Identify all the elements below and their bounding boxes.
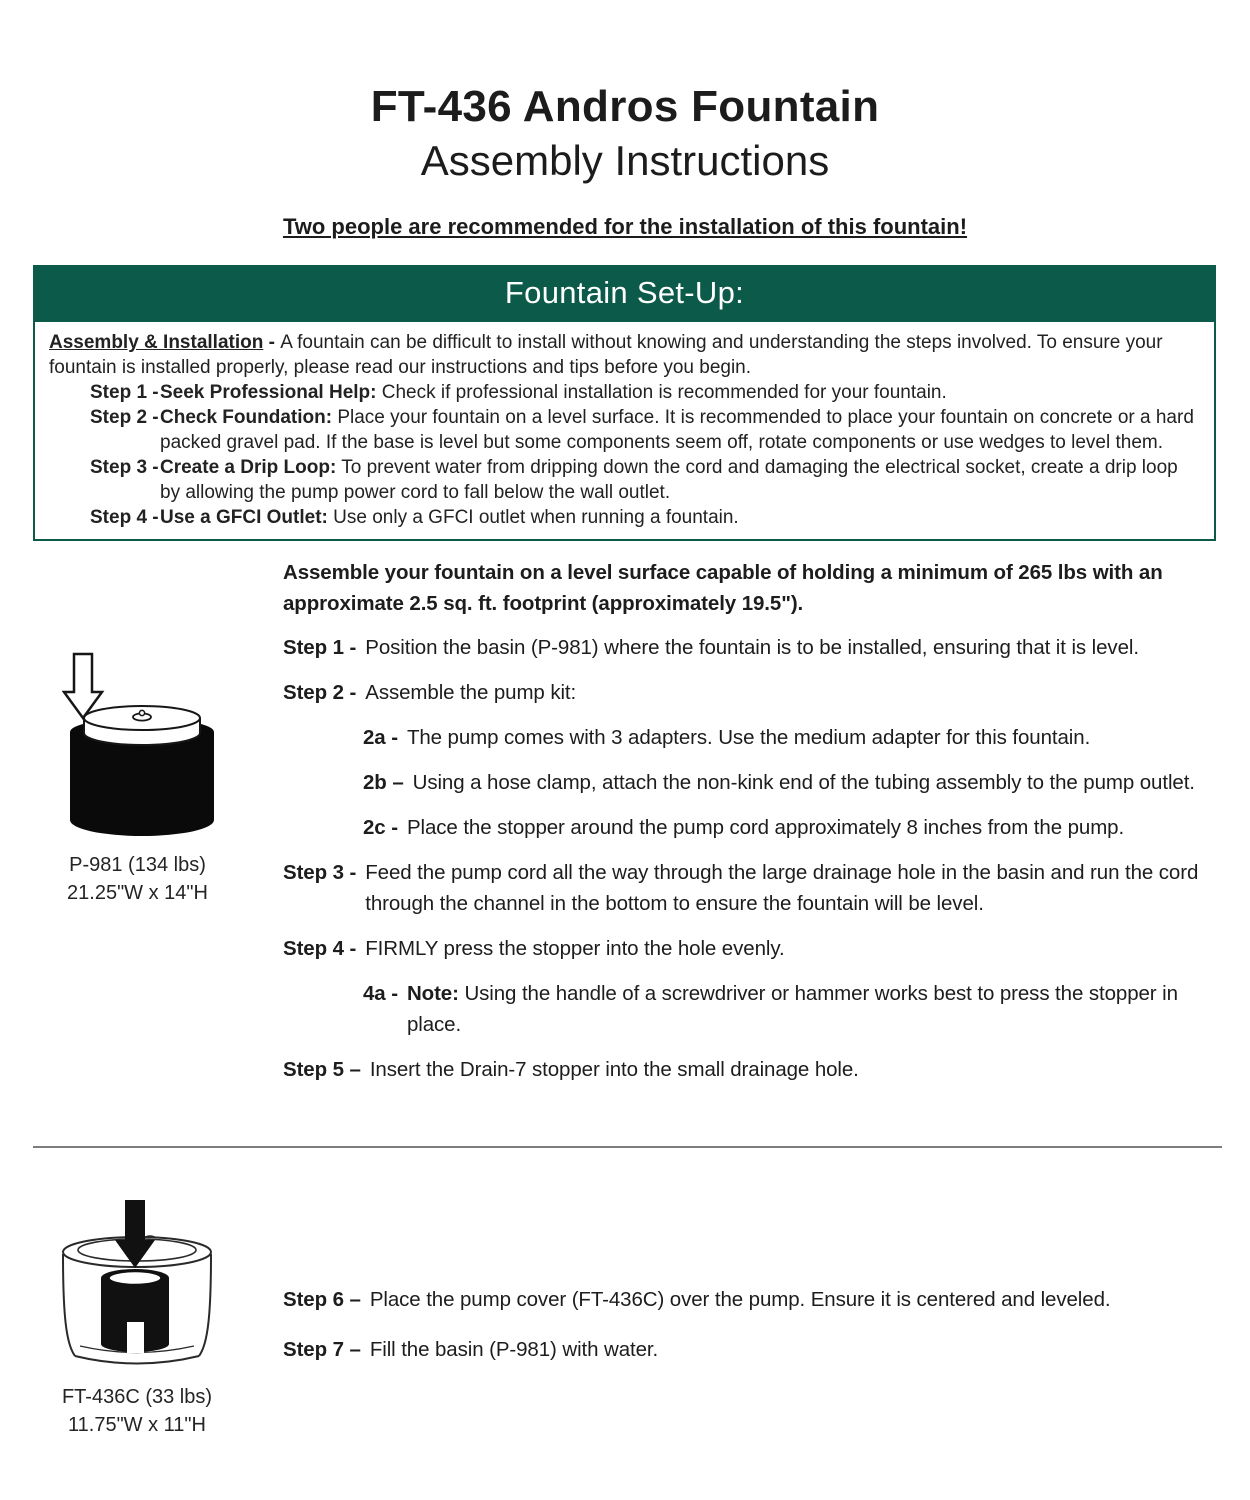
setup-box-body [35, 322, 1214, 539]
setup-step-1-lead: Seek Professional Help: [160, 382, 377, 403]
assembly-intro: Assemble your fountain on a level surface capable of holding a minimum of 265 lbs with an approximate 2.5 sq. ft. footprint (approximately 19.5"). [283, 561, 1163, 615]
pump-cover-illustration [57, 1196, 217, 1374]
pump-cover-caption-line2: 11.75"W x 11"H [68, 1414, 206, 1436]
assembly-step-3-label: Step 3 - [283, 861, 357, 884]
pump-cover-caption [48, 1383, 226, 1439]
basin-caption-line1: P-981 (134 lbs) [69, 854, 206, 876]
assembly-step-7-text: Fill the basin (P-981) with water. [369, 1338, 659, 1361]
setup-step-3-text: To prevent water from dripping down the cord and damaging the electrical socket, create a drip loop by allowing the pump power cord to fall below the wall outlet. [160, 457, 1178, 503]
assembly-step-4-text: FIRMLY press the stopper into the hole evenly. [365, 937, 785, 960]
setup-step-1-text: Check if professional installation is recommended for your fountain. [381, 382, 947, 403]
setup-intro-text: A fountain can be difficult to install without knowing and understanding the steps involved. To ensure your fountain is installed properly, please read our instructions and tips before you begin. [49, 332, 1163, 378]
page-title: FT-436 Andros Fountain [370, 82, 880, 131]
setup-step-1-label: Step 1 - [90, 382, 159, 403]
page-subtitle: Assembly Instructions [420, 137, 830, 184]
section-divider [33, 1146, 1222, 1148]
setup-step-2-label: Step 2 - [90, 407, 159, 428]
assembly-step-5-label: Step 5 – [283, 1058, 361, 1081]
basin-caption [50, 851, 225, 907]
setup-step-3 [90, 455, 1198, 505]
setup-step-3-label: Step 3 - [90, 457, 159, 478]
assembly-step-5 [283, 1054, 1208, 1085]
assembly-step-1-text: Position the basin (P-981) where the fountain is to be installed, ensuring that it is level. [365, 636, 1139, 659]
assembly-step-1 [283, 632, 1208, 663]
final-steps [283, 1284, 1208, 1365]
assembly-step-2 [283, 677, 1208, 708]
pump-cover-caption-line1: FT-436C (33 lbs) [61, 1386, 213, 1408]
setup-box-title: Fountain Set-Up: [35, 267, 1214, 322]
assembly-step-6-text: Place the pump cover (FT-436C) over the pump. Ensure it is centered and leveled. [369, 1288, 1111, 1311]
assembly-step-2c-text: Place the stopper around the pump cord approximately 8 inches from the pump. [406, 816, 1125, 839]
figure-pump-cover [48, 1196, 226, 1439]
assembly-step-6-label: Step 6 – [283, 1288, 361, 1311]
assembly-step-2a [363, 722, 1208, 753]
assembly-step-4 [283, 933, 1208, 964]
assembly-step-2c-label: 2c - [363, 816, 398, 839]
assembly-step-4a [363, 978, 1208, 1040]
setup-step-2-text: Place your fountain on a level surface. It is recommended to place your fountain on concrete or a hard packed gravel pad. If the base is level but some components seem off, rotate components or use wedges to level them. [160, 407, 1194, 453]
installation-note: Two people are recommended for the installation of this fountain! [282, 214, 968, 239]
assembly-step-2b-label: 2b – [363, 771, 404, 794]
assembly-step-7 [283, 1334, 1208, 1365]
assembly-step-2-label: Step 2 - [283, 681, 357, 704]
setup-intro [49, 330, 1198, 380]
document-header [0, 0, 1250, 240]
figure-basin [50, 652, 225, 907]
assembly-step-4-label: Step 4 - [283, 937, 357, 960]
assembly-step-2b [363, 767, 1208, 798]
basin-caption-line2: 21.25"W x 14"H [67, 882, 208, 904]
assembly-step-3 [283, 857, 1208, 919]
assembly-step-3-text: Feed the pump cord all the way through the large drainage hole in the basin and run the cord through the channel in the bottom to ensure the fountain will be level. [365, 861, 1199, 915]
down-arrow-outline-icon [64, 654, 102, 718]
fountain-setup-box [33, 265, 1216, 541]
assembly-step-5-text: Insert the Drain-7 stopper into the small drainage hole. [369, 1058, 859, 1081]
assembly-step-7-label: Step 7 – [283, 1338, 361, 1361]
assembly-instructions [283, 557, 1208, 1085]
setup-step-4-text: Use only a GFCI outlet when running a fountain. [333, 507, 739, 528]
assembly-step-4a-lead: Note: [406, 982, 459, 1005]
assembly-step-4a-label: 4a - [363, 982, 398, 1005]
assembly-step-2c [363, 812, 1208, 843]
assembly-step-1-label: Step 1 - [283, 636, 357, 659]
basin-illustration [62, 652, 214, 842]
setup-step-4-label: Step 4 - [90, 507, 159, 528]
assembly-step-4a-text: Using the handle of a screwdriver or hammer works best to press the stopper in place. [406, 982, 1178, 1036]
setup-step-1 [90, 380, 1198, 405]
assembly-step-2b-text: Using a hose clamp, attach the non-kink end of the tubing assembly to the pump outlet. [412, 771, 1195, 794]
assembly-step-2a-text: The pump comes with 3 adapters. Use the medium adapter for this fountain. [406, 726, 1091, 749]
setup-step-3-lead: Create a Drip Loop: [160, 457, 337, 478]
setup-step-2-lead: Check Foundation: [160, 407, 333, 428]
setup-intro-label: Assembly & Installation [49, 332, 264, 353]
setup-intro-separator: - [263, 332, 281, 353]
assembly-step-2-text: Assemble the pump kit: [365, 681, 577, 704]
assembly-step-6 [283, 1284, 1208, 1315]
setup-step-2 [90, 405, 1198, 455]
setup-step-4 [90, 505, 1198, 530]
assembly-step-2a-label: 2a - [363, 726, 398, 749]
setup-step-4-lead: Use a GFCI Outlet: [160, 507, 328, 528]
